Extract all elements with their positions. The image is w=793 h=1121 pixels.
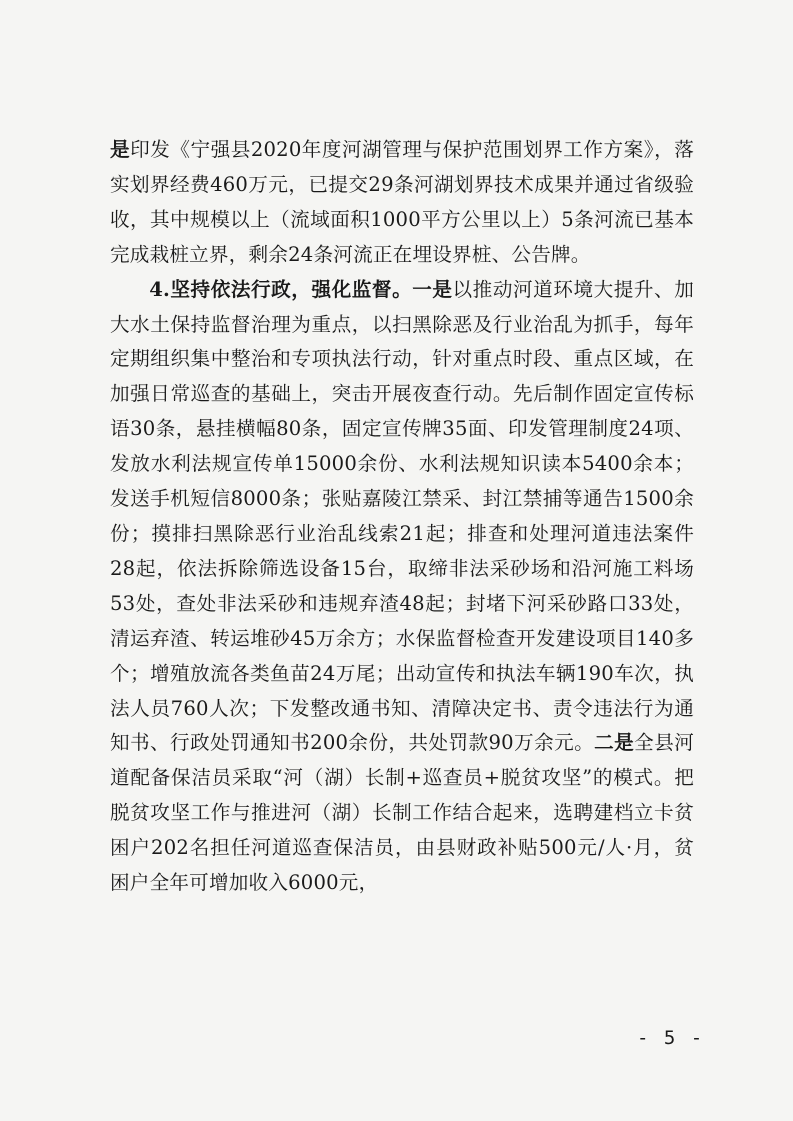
- body-text: [110, 133, 694, 901]
- paragraph-text: 以推动河道环境大提升、加大水土保持监督治理为重点，以扫黑除恶及行业治乱为抓手，每年定期组织集中整治和专项执法行动，针对重点时段、重点区域，在加强日常巡查的基础上，突击开展夜查行动。先后制作固定宣传标语30条，悬挂横幅80条，固定宣传牌35面、印发管理制度24项、发放水利法规宣传单15000余份、水利法规知识读本5400余本；发送手机短信8000条；张贴嘉陵江禁采、封江禁捕等通告1500余份；摸排扫黑除恶行业治乱线索21起；排查和处理河道违法案件28起，依法拆除筛选设备15台，取缔非法采砂场和沿河施工料场53处，查处非法采砂和违规弃渣48起；封堵下河采砂路口33处，清运弃渣、转运堆砂45万余方；水保监督检查开发建设项目140多个；增殖放流各类鱼苗24万尾；出动宣传和执法车辆190车次，执法人员760人次；下发整改通书知、清障决定书、责令违法行为通知书、行政处罚通知书200余份，共处罚款90万余元。: [110, 277, 694, 755]
- paragraph-lead: 二是: [594, 731, 635, 755]
- paragraph-text: 印发《宁强县2020年度河湖管理与保护范围划界工作方案》，落实划界经费460万元，已提交29条河湖划界技术成果并通过省级验收，其中规模以上（流域面积1000平方公里以上）5条河流已基本完成栽桩立界，剩余24条河流正在埋设界桩、公告牌。: [110, 138, 694, 266]
- paragraph: [110, 273, 694, 901]
- section-heading: 4.坚持依法行政，强化监督。一是: [149, 277, 453, 301]
- page-number: - 5 -: [637, 1027, 705, 1049]
- paragraph-lead: 是: [110, 138, 131, 161]
- paragraph: [110, 133, 694, 273]
- paragraph-text: 全县河道配备保洁员采取“河（湖）长制+巡查员+脱贫攻坚”的模式。把脱贫攻坚工作与推进河（湖）长制工作结合起来，选聘建档立卡贫困户202名担任河道巡查保洁员，由县财政补贴500元/人·月，贫困户全年可增加收入6000元，: [110, 731, 694, 895]
